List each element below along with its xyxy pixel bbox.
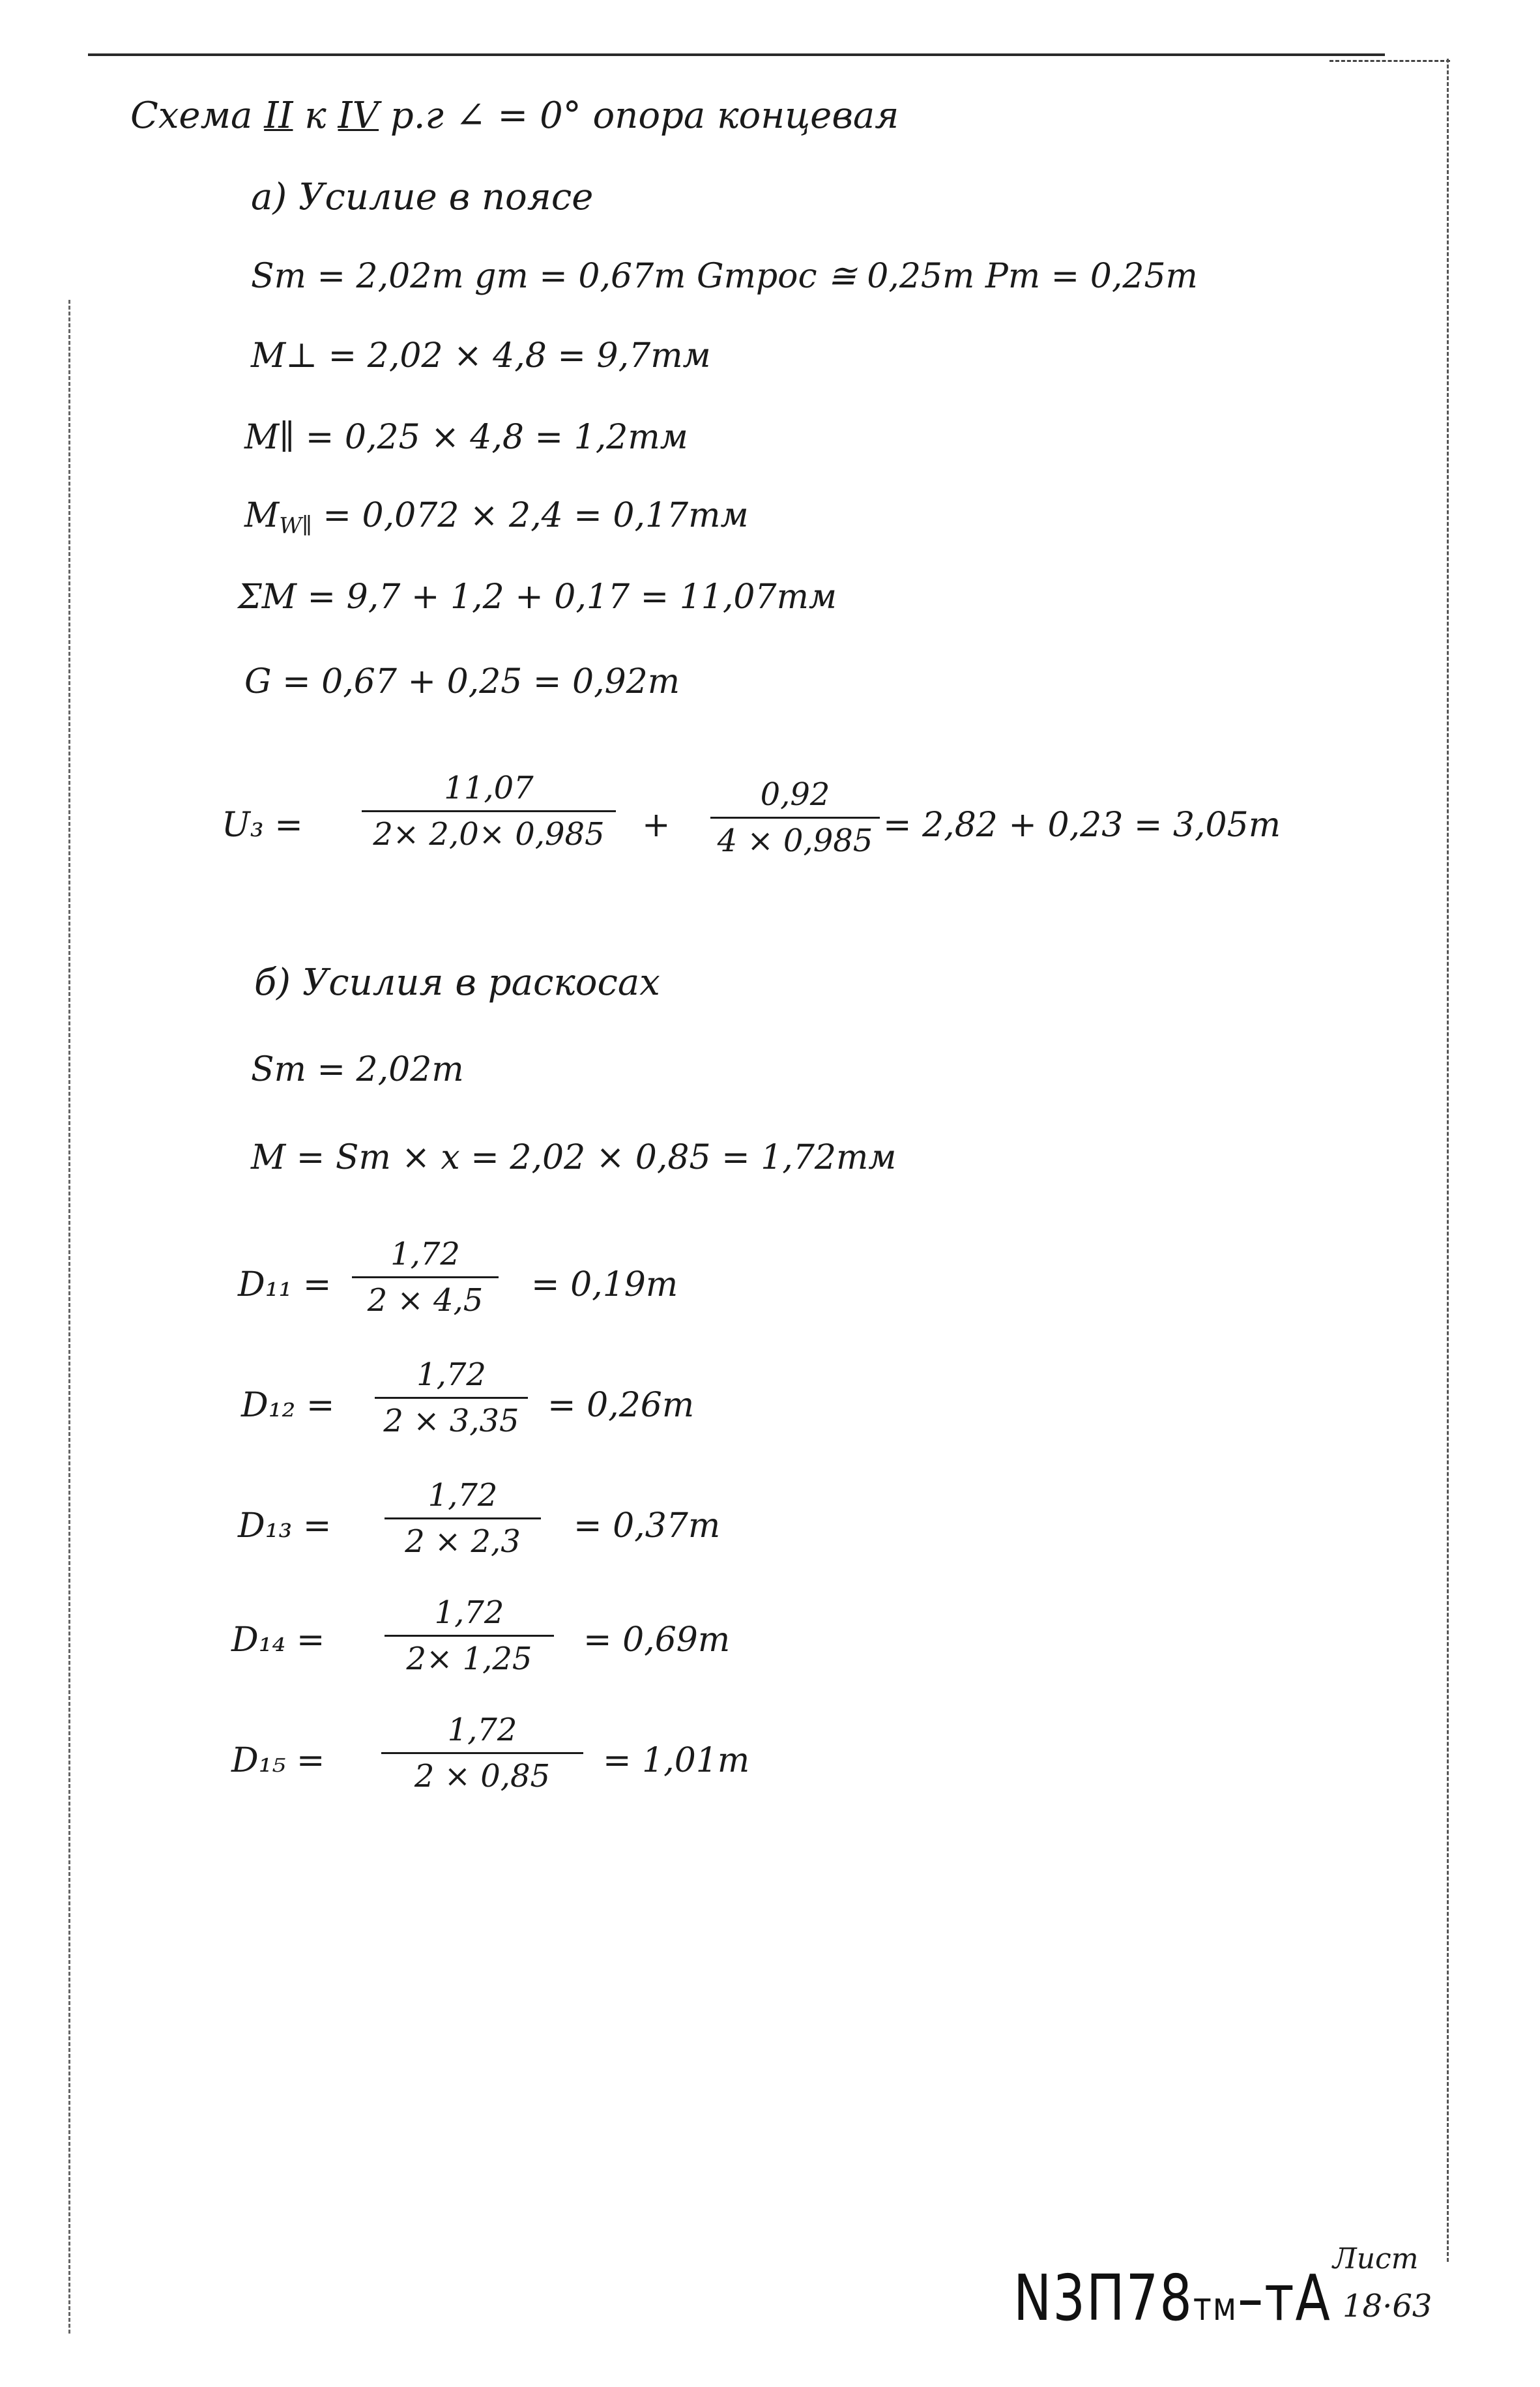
d11-result: = 0,19т — [531, 1265, 678, 1304]
u3-fraction-2-denominator: 4 × 0,985 — [717, 823, 873, 859]
d15-label: D₁₅ = — [231, 1741, 325, 1780]
section-a-heading: а) Усилие в поясе — [251, 176, 594, 218]
u3-fraction-1 — [362, 770, 616, 853]
u3-result: = 2,82 + 0,23 = 3,05т — [883, 806, 1281, 845]
moment-wind-value: = 0,072 × 2,4 = 0,17тм — [312, 496, 749, 535]
document-number-suffix: тм — [1193, 2283, 1238, 2330]
scheme-roman-1: II — [264, 95, 293, 137]
d15-denominator: 2 × 0,85 — [414, 1758, 551, 1794]
d14-label: D₁₄ = — [231, 1620, 325, 1660]
moment-perp: M⊥ = 2,02 × 4,8 = 9,7тм — [251, 336, 711, 375]
u3-plus: + — [642, 806, 671, 845]
d12-label: D₁₂ = — [241, 1386, 335, 1425]
d13-denominator: 2 × 2,3 — [405, 1523, 521, 1560]
d13-fraction — [385, 1477, 541, 1560]
document-number-main: N3П78 — [1013, 2262, 1193, 2336]
sum-moment: ΣM = 9,7 + 1,2 + 0,17 = 11,07тм — [238, 578, 837, 617]
d11-label: D₁₁ = — [238, 1265, 332, 1304]
u3-fraction-2-numerator: 0,92 — [760, 776, 830, 813]
d13-numerator: 1,72 — [428, 1477, 498, 1514]
moment-wind-symbol: M — [244, 496, 280, 535]
page-frame-right — [1447, 59, 1449, 2262]
u3-fraction-1-numerator: 11,07 — [444, 770, 534, 806]
scheme-rest: р.г ∠ = 0° опора концевая — [390, 95, 899, 137]
u3-fraction-1-denominator: 2× 2,0× 0,985 — [373, 816, 605, 853]
diag-s-line: Sт = 2,02т — [251, 1050, 464, 1089]
document-number — [1013, 2262, 1331, 2336]
section-b-heading: б) Усилия в раскосах — [254, 961, 660, 1004]
d11-numerator: 1,72 — [390, 1236, 460, 1272]
sheet-number: 18·63 — [1343, 2288, 1432, 2324]
d12-result: = 0,26т — [547, 1386, 695, 1425]
page-frame-top-right — [1329, 60, 1450, 62]
moment-wind — [244, 496, 749, 539]
d15-fraction — [381, 1714, 583, 1792]
moment-parallel: M∥ = 0,25 × 4,8 = 1,2тм — [244, 418, 688, 457]
scheme-word: Схема — [130, 95, 253, 137]
d15-numerator: 1,72 — [447, 1712, 517, 1748]
d11-denominator: 2 × 4,5 — [367, 1282, 484, 1319]
weight-g: G = 0,67 + 0,25 = 0,92т — [244, 662, 680, 701]
d13-label: D₁₃ = — [238, 1506, 332, 1545]
d14-numerator: 1,72 — [434, 1594, 504, 1631]
diag-moment-line: M = Sт × x = 2,02 × 0,85 = 1,72тм — [251, 1138, 897, 1177]
d13-result: = 0,37т — [574, 1506, 721, 1545]
page-frame-left — [68, 300, 70, 2334]
sheet-label: Лист — [1333, 2242, 1419, 2276]
u3-label: U₃ = — [222, 806, 303, 845]
u3-fraction-2 — [710, 776, 880, 859]
d14-fraction — [385, 1594, 554, 1677]
d11-fraction — [352, 1236, 499, 1319]
scheme-title — [130, 95, 899, 137]
document-number-tail: –тА — [1238, 2262, 1331, 2336]
d15-result: = 1,01т — [603, 1741, 750, 1780]
page-frame-top — [88, 53, 1385, 56]
d12-numerator: 1,72 — [416, 1356, 486, 1393]
d12-fraction — [375, 1356, 528, 1439]
scheme-roman-2: IV — [338, 95, 379, 137]
loads-line: Sт = 2,02т gт = 0,67т Gтрос ≅ 0,25т Pт = 0,25т — [251, 257, 1198, 296]
d14-denominator: 2× 1,25 — [406, 1641, 532, 1677]
moment-wind-subscript: W∥ — [279, 513, 312, 539]
scheme-k: к — [304, 95, 327, 137]
d14-result: = 0,69т — [583, 1620, 731, 1660]
d12-denominator: 2 × 3,35 — [383, 1403, 519, 1439]
